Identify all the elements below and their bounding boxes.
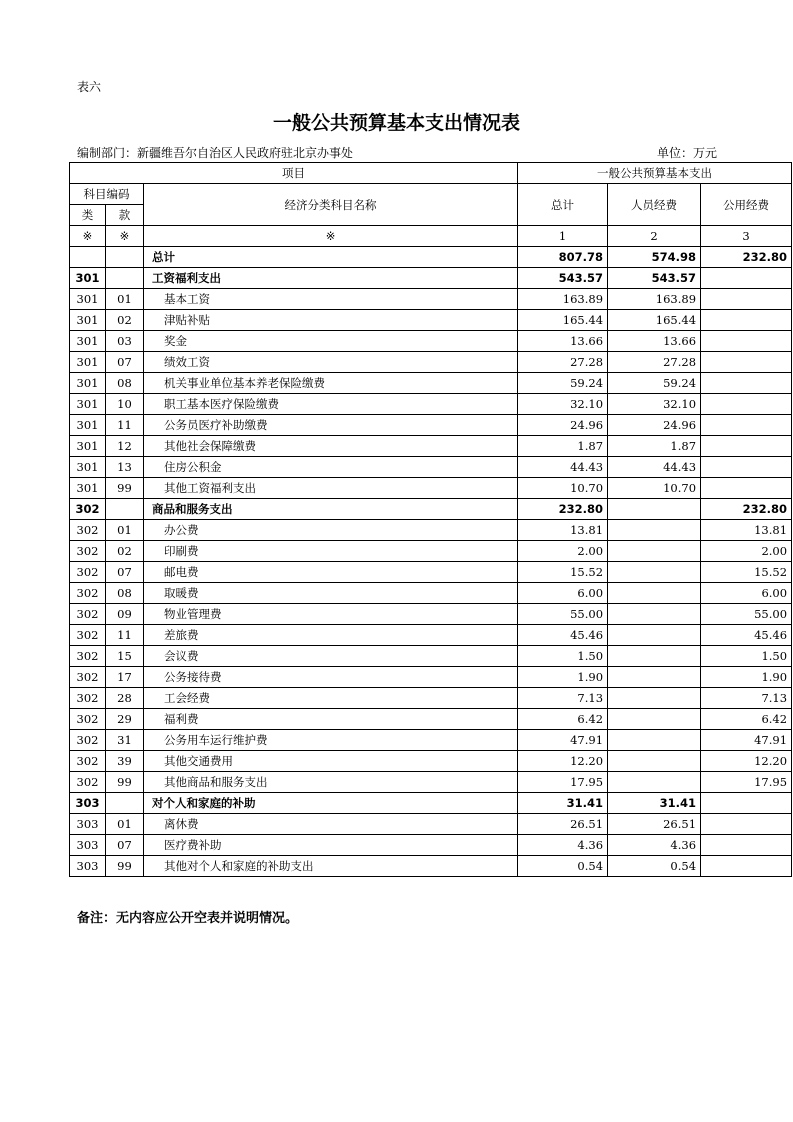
cell-name: 邮电费: [144, 562, 518, 583]
cell-name: 基本工资: [144, 289, 518, 310]
cell-personnel: 59.24: [608, 373, 701, 394]
department-label: 编制部门：新疆维吾尔自治区人民政府驻北京办事处: [77, 146, 354, 160]
cell-personnel: 4.36: [608, 835, 701, 856]
cell-name: 商品和服务支出: [144, 499, 518, 520]
cell-personnel: [608, 688, 701, 709]
cell-total: 6.42: [518, 709, 608, 730]
cell-lei: 302: [70, 541, 106, 562]
cell-kuan: 03: [106, 331, 144, 352]
cell-personnel: 543.57: [608, 268, 701, 289]
cell-kuan: 07: [106, 352, 144, 373]
cell-lei: 302: [70, 730, 106, 751]
cell-kuan: 07: [106, 835, 144, 856]
cell-lei: 301: [70, 457, 106, 478]
table-row: [70, 604, 792, 625]
table-row: [70, 667, 792, 688]
cell-lei: 301: [70, 268, 106, 289]
cell-public: [701, 352, 792, 373]
table-row: [70, 373, 792, 394]
cell-lei: 301: [70, 373, 106, 394]
cell-kuan: 31: [106, 730, 144, 751]
cell-kuan: 11: [106, 415, 144, 436]
table-row: [70, 394, 792, 415]
cell-kuan: 15: [106, 646, 144, 667]
cell-public: 47.91: [701, 730, 792, 751]
mark-lei: ※: [70, 226, 106, 247]
cell-public: 7.13: [701, 688, 792, 709]
header-lei: 类: [70, 205, 106, 226]
cell-total: 10.70: [518, 478, 608, 499]
cell-lei: 301: [70, 289, 106, 310]
table-row: [70, 856, 792, 877]
cell-total: 6.00: [518, 583, 608, 604]
cell-lei: 302: [70, 583, 106, 604]
cell-personnel: 27.28: [608, 352, 701, 373]
cell-total: 27.28: [518, 352, 608, 373]
cell-personnel: 31.41: [608, 793, 701, 814]
cell-kuan: 28: [106, 688, 144, 709]
table-row: [70, 478, 792, 499]
cell-public: 55.00: [701, 604, 792, 625]
cell-name: 差旅费: [144, 625, 518, 646]
cell-public: [701, 814, 792, 835]
table-number: 表六: [77, 80, 102, 94]
cell-public: 13.81: [701, 520, 792, 541]
cell-lei: 301: [70, 394, 106, 415]
cell-total: 1.87: [518, 436, 608, 457]
cell-total: 31.41: [518, 793, 608, 814]
cell-total: 15.52: [518, 562, 608, 583]
cell-public: [701, 835, 792, 856]
cell-lei: 302: [70, 499, 106, 520]
cell-kuan: 02: [106, 541, 144, 562]
cell-name: 会议费: [144, 646, 518, 667]
cell-public: 15.52: [701, 562, 792, 583]
table-row: [70, 688, 792, 709]
cell-kuan: 11: [106, 625, 144, 646]
table-row: [70, 436, 792, 457]
cell-kuan: 10: [106, 394, 144, 415]
cell-public: 17.95: [701, 772, 792, 793]
grand-total-total: 807.78: [518, 247, 608, 268]
cell-kuan: 01: [106, 520, 144, 541]
cell-kuan: 13: [106, 457, 144, 478]
cell-kuan: [106, 499, 144, 520]
grand-total-kuan: [106, 247, 144, 268]
cell-name: 公务员医疗补助缴费: [144, 415, 518, 436]
cell-kuan: [106, 268, 144, 289]
table-body: [70, 268, 792, 877]
grand-total-public: 232.80: [701, 247, 792, 268]
cell-public: 6.42: [701, 709, 792, 730]
cell-personnel: [608, 562, 701, 583]
col-number-1: 1: [518, 226, 608, 247]
category-row: [70, 793, 792, 814]
cell-lei: 301: [70, 331, 106, 352]
cell-lei: 302: [70, 562, 106, 583]
cell-public: [701, 394, 792, 415]
cell-public: [701, 268, 792, 289]
cell-name: 对个人和家庭的补助: [144, 793, 518, 814]
cell-total: 24.96: [518, 415, 608, 436]
grand-total-row: [70, 247, 792, 268]
cell-name: 住房公积金: [144, 457, 518, 478]
cell-name: 印刷费: [144, 541, 518, 562]
cell-personnel: 32.10: [608, 394, 701, 415]
cell-personnel: [608, 667, 701, 688]
cell-total: 7.13: [518, 688, 608, 709]
cell-lei: 301: [70, 352, 106, 373]
table-row: [70, 562, 792, 583]
cell-total: 55.00: [518, 604, 608, 625]
cell-total: 1.50: [518, 646, 608, 667]
cell-total: 0.54: [518, 856, 608, 877]
cell-lei: 302: [70, 625, 106, 646]
cell-total: 12.20: [518, 751, 608, 772]
cell-public: 232.80: [701, 499, 792, 520]
cell-public: [701, 457, 792, 478]
cell-name: 离休费: [144, 814, 518, 835]
cell-lei: 302: [70, 520, 106, 541]
cell-name: 其他对个人和家庭的补助支出: [144, 856, 518, 877]
cell-personnel: [608, 520, 701, 541]
cell-public: [701, 373, 792, 394]
cell-personnel: [608, 709, 701, 730]
cell-public: [701, 289, 792, 310]
cell-total: 26.51: [518, 814, 608, 835]
cell-lei: 301: [70, 415, 106, 436]
table-row: [70, 331, 792, 352]
cell-name: 取暖费: [144, 583, 518, 604]
cell-public: 6.00: [701, 583, 792, 604]
cell-personnel: 24.96: [608, 415, 701, 436]
cell-personnel: 26.51: [608, 814, 701, 835]
table-row: [70, 415, 792, 436]
cell-name: 工资福利支出: [144, 268, 518, 289]
cell-lei: 301: [70, 310, 106, 331]
cell-name: 奖金: [144, 331, 518, 352]
cell-name: 福利费: [144, 709, 518, 730]
cell-personnel: [608, 730, 701, 751]
cell-public: [701, 856, 792, 877]
table-row: [70, 541, 792, 562]
cell-personnel: [608, 646, 701, 667]
cell-personnel: [608, 772, 701, 793]
cell-kuan: 12: [106, 436, 144, 457]
table-row: [70, 709, 792, 730]
cell-lei: 302: [70, 667, 106, 688]
cell-total: 13.66: [518, 331, 608, 352]
cell-personnel: 163.89: [608, 289, 701, 310]
cell-public: [701, 415, 792, 436]
cell-personnel: [608, 604, 701, 625]
grand-total-personnel: 574.98: [608, 247, 701, 268]
header-code: 科目编码: [70, 184, 144, 205]
cell-name: 职工基本医疗保险缴费: [144, 394, 518, 415]
cell-total: 17.95: [518, 772, 608, 793]
cell-name: 医疗费补助: [144, 835, 518, 856]
cell-personnel: 44.43: [608, 457, 701, 478]
cell-kuan: 99: [106, 478, 144, 499]
budget-table: [69, 162, 792, 877]
cell-name: 物业管理费: [144, 604, 518, 625]
cell-total: 543.57: [518, 268, 608, 289]
mark-name: ※: [144, 226, 518, 247]
cell-lei: 303: [70, 835, 106, 856]
table-row: [70, 583, 792, 604]
cell-public: 2.00: [701, 541, 792, 562]
cell-lei: 302: [70, 709, 106, 730]
cell-personnel: [608, 583, 701, 604]
cell-lei: 302: [70, 751, 106, 772]
header-name: 经济分类科目名称: [144, 184, 518, 226]
header-personnel: 人员经费: [608, 184, 701, 226]
grand-total-lei: [70, 247, 106, 268]
cell-public: [701, 310, 792, 331]
cell-name: 公务接待费: [144, 667, 518, 688]
cell-kuan: 99: [106, 856, 144, 877]
cell-kuan: 07: [106, 562, 144, 583]
header-public: 公用经费: [701, 184, 792, 226]
cell-name: 其他社会保障缴费: [144, 436, 518, 457]
col-number-3: 3: [701, 226, 792, 247]
cell-public: 12.20: [701, 751, 792, 772]
table-row: [70, 352, 792, 373]
cell-kuan: 17: [106, 667, 144, 688]
cell-lei: 302: [70, 604, 106, 625]
table-row: [70, 310, 792, 331]
footnote: 备注：无内容应公开空表并说明情况。: [77, 911, 299, 926]
table-row: [70, 751, 792, 772]
cell-public: [701, 793, 792, 814]
cell-public: 45.46: [701, 625, 792, 646]
table-row: [70, 646, 792, 667]
cell-kuan: 08: [106, 583, 144, 604]
cell-lei: 302: [70, 646, 106, 667]
cell-name: 机关事业单位基本养老保险缴费: [144, 373, 518, 394]
cell-lei: 303: [70, 856, 106, 877]
cell-kuan: 99: [106, 772, 144, 793]
cell-personnel: 13.66: [608, 331, 701, 352]
cell-public: 1.50: [701, 646, 792, 667]
cell-name: 其他交通费用: [144, 751, 518, 772]
cell-kuan: 02: [106, 310, 144, 331]
cell-total: 44.43: [518, 457, 608, 478]
cell-name: 办公费: [144, 520, 518, 541]
cell-name: 绩效工资: [144, 352, 518, 373]
cell-total: 232.80: [518, 499, 608, 520]
cell-public: [701, 436, 792, 457]
cell-lei: 301: [70, 478, 106, 499]
col-number-2: 2: [608, 226, 701, 247]
cell-name: 其他商品和服务支出: [144, 772, 518, 793]
category-row: [70, 499, 792, 520]
table-row: [70, 772, 792, 793]
cell-total: 4.36: [518, 835, 608, 856]
cell-total: 13.81: [518, 520, 608, 541]
cell-total: 47.91: [518, 730, 608, 751]
table-row: [70, 730, 792, 751]
cell-kuan: 39: [106, 751, 144, 772]
cell-personnel: 1.87: [608, 436, 701, 457]
grand-total-label: 总计: [144, 247, 518, 268]
cell-lei: 301: [70, 436, 106, 457]
cell-name: 津贴补贴: [144, 310, 518, 331]
header-total: 总计: [518, 184, 608, 226]
cell-public: [701, 331, 792, 352]
cell-personnel: 0.54: [608, 856, 701, 877]
cell-personnel: 10.70: [608, 478, 701, 499]
cell-personnel: [608, 541, 701, 562]
cell-total: 2.00: [518, 541, 608, 562]
cell-kuan: 01: [106, 289, 144, 310]
cell-name: 其他工资福利支出: [144, 478, 518, 499]
cell-total: 45.46: [518, 625, 608, 646]
cell-total: 1.90: [518, 667, 608, 688]
header-kuan: 款: [106, 205, 144, 226]
cell-kuan: 09: [106, 604, 144, 625]
header-budget: 一般公共预算基本支出: [518, 163, 792, 184]
header-project: 项目: [70, 163, 518, 184]
cell-public: [701, 478, 792, 499]
cell-kuan: 29: [106, 709, 144, 730]
cell-name: 公务用车运行维护费: [144, 730, 518, 751]
cell-lei: 302: [70, 688, 106, 709]
cell-total: 59.24: [518, 373, 608, 394]
cell-personnel: [608, 751, 701, 772]
cell-kuan: 08: [106, 373, 144, 394]
cell-total: 163.89: [518, 289, 608, 310]
table-row: [70, 520, 792, 541]
category-row: [70, 268, 792, 289]
cell-lei: 302: [70, 772, 106, 793]
cell-personnel: [608, 499, 701, 520]
table-row: [70, 835, 792, 856]
mark-kuan: ※: [106, 226, 144, 247]
cell-personnel: [608, 625, 701, 646]
cell-lei: 303: [70, 793, 106, 814]
table-row: [70, 457, 792, 478]
cell-kuan: 01: [106, 814, 144, 835]
cell-total: 32.10: [518, 394, 608, 415]
cell-total: 165.44: [518, 310, 608, 331]
cell-personnel: 165.44: [608, 310, 701, 331]
cell-lei: 303: [70, 814, 106, 835]
page-title: 一般公共预算基本支出情况表: [272, 112, 520, 134]
cell-name: 工会经费: [144, 688, 518, 709]
cell-kuan: [106, 793, 144, 814]
table-row: [70, 289, 792, 310]
table-row: [70, 814, 792, 835]
cell-public: 1.90: [701, 667, 792, 688]
unit-label: 单位：万元: [656, 146, 717, 160]
table-row: [70, 625, 792, 646]
